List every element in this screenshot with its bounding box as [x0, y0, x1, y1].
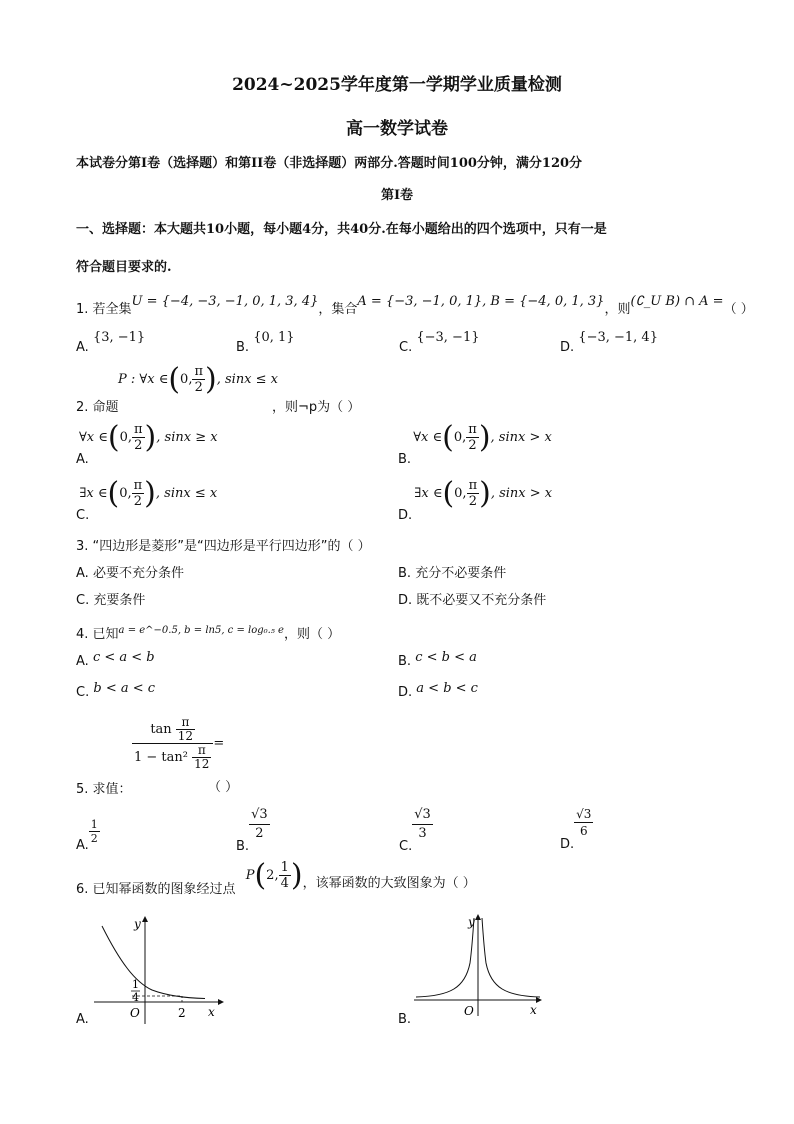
exam-intro: 本试卷分第I卷（选择题）和第II卷（非选择题）两部分.答题时间100分钟，满分120分 — [76, 156, 583, 171]
fraction: $\frac{\pi}{2}$ — [194, 364, 203, 395]
option-label: C. — [399, 340, 413, 355]
curve-right — [482, 918, 540, 997]
q6-suffix: ，该幂函数的大致图象为（ ） — [302, 876, 476, 891]
q5-option-d[interactable] — [560, 806, 593, 852]
question-1 — [76, 290, 754, 317]
option-label: D. — [398, 593, 413, 608]
q1-option-d[interactable] — [560, 330, 658, 355]
quantifier: ∀x ∈ — [78, 430, 108, 445]
q2-prop-tail: , sinx ≤ x — [216, 372, 279, 387]
page-title: 2024~2025学年度第一学期学业质量检测 — [232, 75, 562, 95]
q2-prop-prefix: P : ∀x ∈ — [118, 372, 169, 387]
option-text: {−3, −1, 4} — [578, 330, 658, 345]
q6-graph-b[interactable] — [410, 908, 550, 1020]
fraction: $\frac{\pi}{2}$ — [468, 478, 478, 509]
q3-stem: 3. “四边形是菱形”是“四边形是平行四边形”的（ ） — [76, 539, 371, 554]
option-tail: , sinx > x — [490, 430, 552, 445]
option-text: {−3, −1} — [416, 330, 480, 345]
option-label: A. — [76, 566, 89, 581]
option-text: c < a < b — [92, 650, 155, 665]
option-label: D. — [560, 340, 575, 355]
q5-number: 5. 求值： — [76, 782, 132, 797]
q5-option-b[interactable] — [236, 806, 270, 854]
q3-option-b[interactable] — [398, 562, 506, 581]
option-label: A. — [76, 452, 89, 467]
quantifier: ∀x ∈ — [413, 430, 443, 445]
option-text: {0, 1} — [253, 330, 295, 345]
q1-option-b[interactable] — [236, 330, 295, 355]
q1-then: ，则 — [604, 302, 631, 317]
y-label: y — [468, 915, 475, 929]
q3-option-d[interactable] — [398, 589, 546, 608]
q5-option-c[interactable] — [399, 806, 433, 854]
option-text: 充分不必要条件 — [415, 566, 507, 581]
numerator: √3 — [412, 806, 433, 825]
q2-number: 2. 命题 — [76, 400, 119, 415]
section-heading-line1: 一、选择题：本大题共10小题，每小题4分，共40分.在每小题给出的四个选项中，只有一是 — [76, 222, 607, 237]
option-label: B. — [398, 654, 412, 669]
q4-option-a[interactable] — [76, 650, 155, 669]
part-label: 第I卷 — [380, 188, 414, 203]
option-text: a < b < c — [416, 681, 478, 696]
denominator: 2 — [255, 826, 264, 841]
origin-label: O — [464, 1004, 474, 1018]
q2-suffix: ，则¬p为（ ） — [272, 400, 361, 415]
tick-y-numerator: 1 — [132, 978, 139, 991]
option-label: B. — [236, 839, 250, 854]
q6-point-name: P — [245, 868, 255, 883]
y-axis-arrow — [475, 914, 481, 920]
denominator: 6 — [579, 824, 588, 838]
q2-option-d[interactable]: D. ∃x ∈(0, $\frac{\pi}{2}$ ), sinx > x — [398, 476, 553, 523]
q1-connector: ，集合 — [318, 302, 358, 317]
option-label: C. — [76, 593, 90, 608]
option-label: A. — [76, 340, 89, 355]
q1-option-a[interactable] — [76, 330, 146, 355]
q2-proposition: P : ∀x ∈(0, $\frac{\pi}{2}$ ), sinx ≤ x — [118, 362, 279, 397]
q2-option-a[interactable]: A. ∀x ∈(0, $\frac{\pi}{2}$ ), sinx ≥ x — [76, 420, 218, 467]
q1-sets-ab: A = {−3, −1, 0, 1}, B = {−4, 0, 1, 3} — [357, 294, 605, 309]
q1-number: 1. 若全集 — [76, 302, 132, 317]
numerator: 1 — [90, 818, 98, 831]
tick-x-label: 2 — [178, 1006, 186, 1020]
fraction: $\frac{\pi}{2}$ — [133, 478, 143, 509]
q6-mid: 的图象经过点 — [157, 882, 236, 897]
option-tail: , sinx ≤ x — [155, 486, 218, 501]
option-label: C. — [76, 685, 90, 700]
q1-expression: (∁_U B) ∩ A = — [630, 294, 724, 309]
x-label: x — [530, 1003, 537, 1017]
q5-option-a[interactable] — [76, 818, 100, 853]
option-tail: , sinx ≥ x — [156, 430, 218, 445]
q1-answer-paren: （ ） — [723, 302, 754, 317]
q3-option-a[interactable] — [76, 562, 184, 581]
q6-number: 6. 已知幂函数 — [76, 882, 158, 897]
option-text: 必要不充分条件 — [92, 566, 184, 581]
option-label: D. — [398, 685, 413, 700]
q6-option-a[interactable]: A. — [76, 1012, 89, 1027]
quantifier: ∃x ∈ — [414, 486, 443, 501]
option-label: B. — [398, 452, 412, 467]
q2-option-b[interactable]: B. ∀x ∈(0, $\frac{\pi}{2}$ ), sinx > x — [398, 420, 552, 467]
q6-graph-a[interactable] — [90, 912, 230, 1027]
fraction: $\frac{1}{4}$ — [280, 860, 289, 891]
q4-option-b[interactable] — [398, 650, 477, 669]
q5-fraction: tan $\frac{\pi}{12}$ 1 − tan² $\frac{\pi}{12}$ — [132, 716, 213, 771]
curve-left — [416, 918, 474, 997]
option-label: B. — [398, 566, 412, 581]
option-tail: , sinx > x — [490, 486, 553, 501]
option-label: D. — [398, 508, 413, 523]
q5-answer-paren: （ ） — [208, 780, 239, 795]
option-text: 充要条件 — [93, 593, 146, 608]
denominator: 2 — [90, 832, 98, 845]
q1-option-c[interactable] — [399, 330, 480, 355]
option-text: 既不必要又不充分条件 — [416, 593, 547, 608]
page-subtitle: 高一数学试卷 — [346, 119, 448, 139]
denominator: 3 — [418, 826, 427, 841]
q4-option-d[interactable] — [398, 681, 478, 700]
q1-universal-set: U = {−4, −3, −1, 0, 1, 3, 4} — [131, 294, 319, 309]
x-axis-arrow — [218, 999, 224, 1005]
option-text: b < a < c — [93, 681, 156, 696]
origin-label: O — [130, 1006, 140, 1020]
question-4 — [76, 620, 341, 642]
q4-given: a = e^−0.5, b = ln5, c = log₀.₅ e — [118, 625, 284, 636]
y-label: y — [134, 917, 141, 931]
section-heading-line2: 符合题目要求的. — [76, 260, 172, 275]
curve — [102, 926, 205, 999]
option-label: C. — [399, 839, 413, 854]
q6-option-b[interactable]: B. — [398, 1012, 412, 1027]
numerator: √3 — [576, 807, 592, 821]
x-label: x — [208, 1005, 215, 1019]
option-label: D. — [560, 837, 575, 852]
option-text: {3, −1} — [92, 330, 146, 345]
option-label: C. — [76, 508, 90, 523]
question-6: 6. 已知幂函数的图象经过点 P(2, $\frac{1}{4}$ )，该幂函数的大致图象为（ ） — [76, 858, 476, 897]
option-text: c < b < a — [415, 650, 477, 665]
q2-option-c[interactable]: C. ∃x ∈(0, $\frac{\pi}{2}$ ), sinx ≤ x — [76, 476, 218, 523]
q4-number: 4. 已知 — [76, 627, 119, 642]
tick-y-denominator: 4 — [132, 991, 139, 1004]
q3-option-c[interactable] — [76, 589, 145, 608]
quantifier: ∃x ∈ — [79, 486, 108, 501]
fraction: $\frac{\pi}{2}$ — [468, 422, 477, 453]
q5-expression: tan $\frac{\pi}{12}$ 1 − tan² $\frac{\pi}{12}$ = — [134, 715, 225, 771]
option-label: B. — [236, 340, 250, 355]
numerator: √3 — [249, 806, 270, 825]
y-axis-arrow — [142, 916, 148, 922]
x-axis-arrow — [536, 997, 542, 1003]
q4-suffix: ，则（ ） — [283, 627, 341, 642]
q4-option-c[interactable] — [76, 681, 156, 700]
option-label: A. — [76, 838, 89, 853]
fraction: $\frac{\pi}{2}$ — [134, 422, 143, 453]
option-label: A. — [76, 654, 89, 669]
